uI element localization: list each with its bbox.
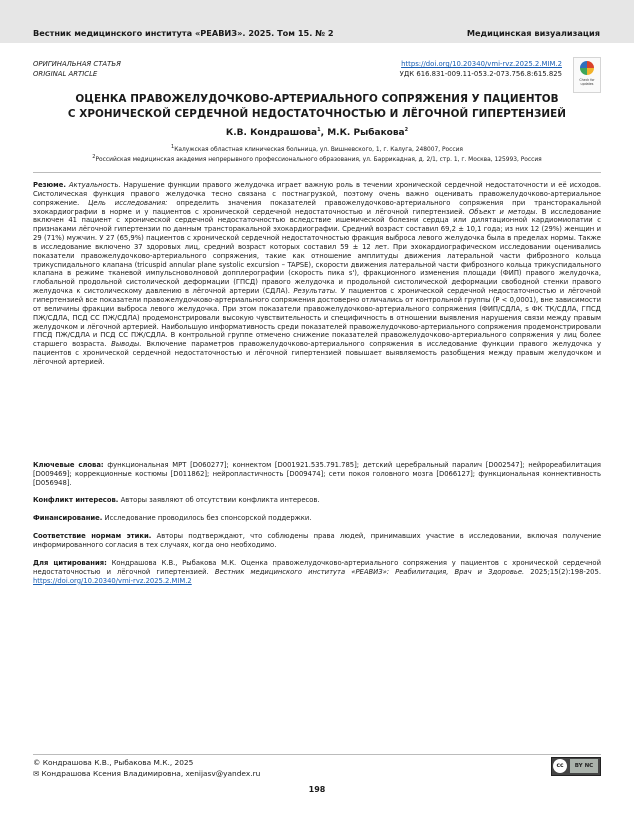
citation-label: Для цитирования: [33,559,107,567]
author-1: К.В. Кондрашова [225,128,318,138]
results-text: У пациентов с хронической сердечной недостаточностью и лёгочной гипертензией все показатели правожелудочково-артериального сопряжения достоверно отличались от контрольной группы (P < 0,0001), вне зависимости от величины фракции выброса левого желудочка. При этом показатели правожелудочково-артериального сопряжения (ФИП/СДЛА, s ФК ТК/СДЛА, ГПСД ПЖ/СДЛА, ПСД СС ПЖ/СДЛА) продемонстрировали высокую чувствительность и специфичность в отношении выявления нарушения связи между правым желудочком и лёгочной артерией. Наибольшую информативность среди показателей правожелудочково-артериального сопряжения продемонстрировали ГПСД ПЖ/СДЛА и ПСД СС ПЖ/СДЛА. В контрольной группе отмечено снижение показателей правожелудочково-артериального сопряжения у лиц более старшего возраста. [33,287,601,349]
funding [33,514,601,523]
relevance-text: Нарушение функции правого желудочка играет важную роль в течении хронической сердечной недостаточности и её исходов. Систолическая функция правого желудочка тесно связана с постнагрузкой, поэтому очень важно оценивать правожелудочково-артериальное сопряжение. [33,181,601,207]
copyright: © Кондрашова К.В., Рыбакова М.К., 2025 [33,758,194,767]
footer-divider [33,754,601,755]
affiliation-2-text: Российская медицинская академия непрерывного профессионального образования, ул. Баррикадная, д. 2/1, стр. 1, г. Москва, 125993, Россия [95,156,542,163]
conflict-of-interest [33,496,601,505]
author-2: М.К. Рыбакова [327,128,405,138]
journal-header-bar [0,0,634,43]
methods-text: В исследование включен 41 пациент с хронической сердечной недостаточностью вследствие ишемической болезни сердца или дилятационной кардиомиопатии с признаками лёгочной гипертензии по данным трансторакальной эхокардиографии. Средний возраст составил 69,2 ± 10,1 года; из них 12 (29%) женщин и 29 (71%) мужчин. У 27 (65,9%) пациентов с хронической сердечной недостаточностью фракция выброса левого желудочка была в пределах нормы. Также в исследование включено 37 здоровых лиц, средний возраст которых составил 59 ± 12 лет. При эхокардиографическом исследовании оценивались показатели правожелудочково-артериального сопряжения, такие как отношение амплитуды движения латеральной части фиброзного кольца трикуспидального клапана (tricuspid annular plane systolic excursion – TAPSE), скорости движения латеральной части фиброзного кольца трикуспидального клапана в режиме тканевой импульсноволновой допплерографии (скорость пика s'), фракционного изменения площади (ФИП) правого желудочка, глобальной продольной систолической деформации (ГПСД) правого желудочка и продольной систолической деформации свободной стенки правого желудочка к систолическому давлению в лёгочной артерии (СДЛА). [33,207,601,296]
ethics-text: Авторы подтверждают, что соблюдены права людей, принимавших участие в исследовании, включая получение информированного согласия в тех случаях, когда оно необходимо. [33,532,602,549]
article-type [33,59,121,79]
abstract-label: Резюме. [33,181,66,189]
article-identifiers [400,59,562,79]
creative-commons-license[interactable] [551,757,601,776]
affiliation-2 [20,153,614,164]
funding-label: Финансирование. [33,514,103,522]
aim-text: определить значения показателей правожелудочково-артериального сопряжения при трансторакальной эхокардиографии в норме и у пациентов с хронической сердечной недостаточностью и лёгочной гипертензией. [33,198,601,216]
cc-icon: cc [553,759,567,773]
udc-code: УДК 616.831-009.11-053.2-073.756.8:615.825 [399,70,562,78]
keywords [33,461,601,488]
conflict-label: Конфликт интересов. [33,496,119,504]
crossmark-icon [580,61,594,75]
citation-text: Кондрашова К.В., Рыбакова М.К. Оценка правожелудочково-артериального сопряжения у пациентов с хронической сердечной недостаточностью и лёгочной гипертензией. [33,559,601,576]
affiliation-1-text: Калужская областная клиническая больница, ул. Вишневского, 1, г. Калуга, 248007, Россия [174,146,463,153]
footer-info [33,757,260,779]
divider [33,172,601,173]
corresponding-author: ✉ Кондрашова Ксения Владимировна, xenijasv@yandex.ru [33,769,261,778]
journal-section: Медицинская визуализация [466,28,600,38]
badge-label: Check for updates [579,78,595,86]
conclusions-label: Выводы. [111,340,142,349]
title-line-2: С ХРОНИЧЕСКОЙ СЕРДЕЧНОЙ НЕДОСТАТОЧНОСТЬЮ И ЛЁГОЧНОЙ ГИПЕРТЕНЗИЕЙ [67,107,567,120]
page-number: 198 [308,785,326,794]
abstract [33,181,601,367]
relevance-label: Актуальность. [68,181,121,189]
keywords-text: функциональная МРТ [D060277]; коннектом [D001921.535.791.785]; детский церебральный паралич [D002547]; нейрореабилитация [D009469]; коррекционные костюмы [D011862]; нейропластичность [D009474]; сети покоя головного мозга [D066127]; функциональная коннективность [D056948]. [33,461,601,487]
keywords-label: Ключевые слова: [33,461,104,469]
results-label: Результаты. [293,287,338,296]
author-1-sup: 1 [317,127,321,133]
aim-label: Цель исследования: [88,198,168,207]
citation-journal: Вестник медицинского института «РЕАВИЗ»: Реабилитация, Врач и Здоровье. [214,567,525,576]
title-line-1: ОЦЕНКА ПРАВОЖЕЛУДОЧКОВО-АРТЕРИАЛЬНОГО СОПРЯЖЕНИЯ У ПАЦИЕНТОВ [75,93,559,105]
affiliation-1-num: 1 [171,144,175,150]
doi-link[interactable]: https://doi.org/10.20340/vmi-rvz.2025.2.MIM.2 [401,60,562,68]
author-2-sup: 2 [404,127,409,133]
ethics-label: Соответствие нормам этики. [33,532,152,540]
methods-label: Объект и методы. [468,207,538,216]
article-type-en: ORIGINAL ARTICLE [33,70,98,78]
article-title [30,92,604,121]
article-type-ru: ОРИГИНАЛЬНАЯ СТАТЬЯ [33,60,121,68]
citation [33,559,601,586]
conclusions-text: Включение параметров правожелудочково-артериального сопряжения в исследование функции правого желудочка у пациентов с хронической сердечной недостаточностью и лёгочной гипертензией повышает выявляемость разобщения между правым желудочком и лёгочной артерией. [33,340,601,366]
cc-by-nc-icon: BY NC [570,759,598,773]
authors: К.В. Кондрашова$^1$, М.К. Рыбакова$^2$ [225,127,409,138]
affiliation-2-num: 2 [92,154,96,160]
journal-name: Вестник медицинского института «РЕАВИЗ». 2025. Том 15. № 2 [33,28,334,38]
check-for-updates-badge[interactable] [573,57,601,93]
citation-doi-link[interactable]: https://doi.org/10.20340/vmi-rvz.2025.2.MIM.2 [33,576,192,585]
conflict-text: Авторы заявляют об отсутствии конфликта интересов. [120,496,320,504]
citation-details: 2025;15(2):198-205. [530,567,601,576]
ethics-statement [33,532,601,550]
funding-text: Исследование проводилось без спонсорской поддержки. [104,514,312,522]
